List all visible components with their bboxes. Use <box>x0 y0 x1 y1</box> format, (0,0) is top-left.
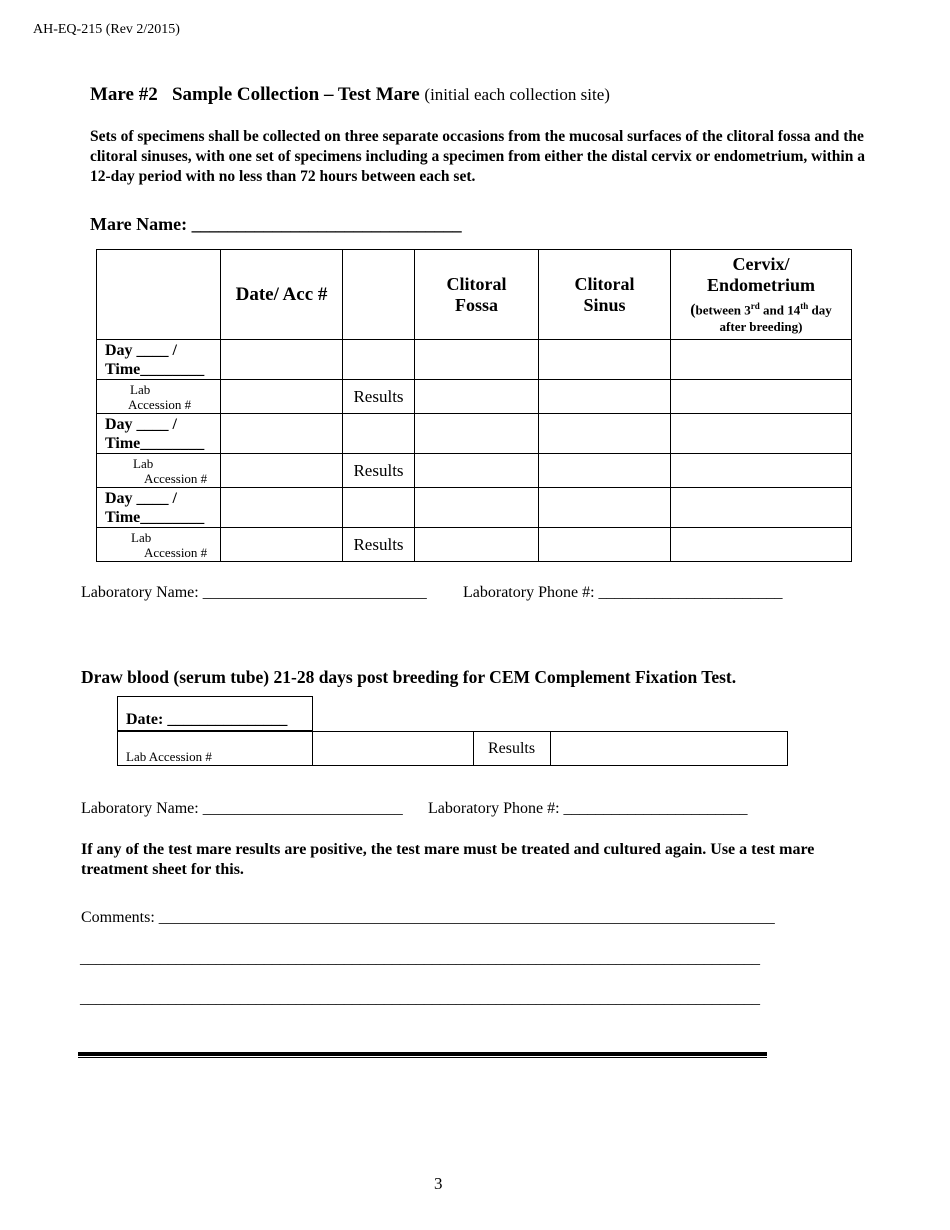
laboratory-phone-field-2[interactable]: Laboratory Phone #: _______________________ <box>428 800 748 817</box>
comments-line-3[interactable]: _____________________________________________________________________________________ <box>80 990 760 1007</box>
sinus-result-cell[interactable] <box>539 380 671 414</box>
mare-name-field[interactable]: Mare Name: ______________________________ <box>90 214 462 234</box>
cervix-result-cell[interactable] <box>671 380 852 414</box>
header-clitoral-fossa: Clitoral Fossa <box>415 250 539 340</box>
day-time-cell[interactable]: Day ____ / Time________ <box>97 488 221 528</box>
header-blank-2 <box>343 250 415 340</box>
results-label: Results <box>343 528 415 562</box>
header-date-acc: Date/ Acc # <box>221 250 343 340</box>
table-row-day-2 <box>97 414 852 454</box>
cervix-note: (between 3rd and 14th day after breeding) <box>690 300 832 335</box>
date-acc-cell[interactable] <box>221 488 343 528</box>
blood-draw-heading: Draw blood (serum tube) 21-28 days post breeding for CEM Complement Fixation Test. <box>81 667 737 687</box>
lab-accession-cell: Lab Accession # <box>97 454 221 488</box>
blank-cell <box>343 488 415 528</box>
header-cervix-endometrium: Cervix/ Endometrium (between 3rd and 14th day after breeding) <box>671 250 852 340</box>
positive-results-warning: If any of the test mare results are positive, the test mare must be treated and cultured again. Use a test mare treatment sheet for this. <box>81 841 815 878</box>
date-acc-cell[interactable] <box>221 414 343 454</box>
table-row-results-2 <box>97 454 852 488</box>
table-header-row <box>97 250 852 340</box>
sinus-result-cell[interactable] <box>539 454 671 488</box>
page-title <box>90 84 610 106</box>
sinus-result-cell[interactable] <box>539 528 671 562</box>
comments-field[interactable]: Comments: _____________________________________________________________________________ <box>81 909 775 926</box>
table-row-day-1 <box>97 340 852 380</box>
results-label: Results <box>343 380 415 414</box>
laboratory-phone-field-1[interactable]: Laboratory Phone #: _______________________ <box>463 584 783 601</box>
section-divider <box>78 1052 767 1058</box>
day-time-cell[interactable]: Day ____ / Time________ <box>97 340 221 380</box>
mare-number: Mare #2 <box>90 84 158 105</box>
blood-results-label: Results <box>473 731 551 766</box>
accession-value-cell[interactable] <box>221 454 343 488</box>
blood-results-value-cell[interactable] <box>550 731 788 766</box>
fossa-cell[interactable] <box>415 340 539 380</box>
fossa-cell[interactable] <box>415 414 539 454</box>
header-clitoral-sinus: Clitoral Sinus <box>539 250 671 340</box>
day-time-cell[interactable]: Day ____ / Time________ <box>97 414 221 454</box>
results-label: Results <box>343 454 415 488</box>
laboratory-name-field-1[interactable]: Laboratory Name: ____________________________ <box>81 584 427 601</box>
fossa-cell[interactable] <box>415 488 539 528</box>
table-row-day-3 <box>97 488 852 528</box>
table-row-results-1 <box>97 380 852 414</box>
cervix-result-cell[interactable] <box>671 528 852 562</box>
cervix-cell[interactable] <box>671 340 852 380</box>
section-title: Sample Collection – Test Mare <box>171 84 420 105</box>
laboratory-name-field-2[interactable]: Laboratory Name: _________________________ <box>81 800 403 817</box>
comments-line-2[interactable]: _____________________________________________________________________________________ <box>80 950 760 967</box>
lab-accession-cell: Lab Accession # <box>97 528 221 562</box>
lab-accession-cell: Lab Accession # <box>97 380 221 414</box>
section-subtitle: (initial each collection site) <box>424 85 610 104</box>
blood-lab-accession-label: Lab Accession # <box>117 731 313 766</box>
intro-paragraph: Sets of specimens shall be collected on three separate occasions from the mucosal surfaces of the clitoral fossa and the clitoral sinuses, with one set of specimens including a specimen from either the distal cervix or endometrium, within a 12-day period with no less than 72 hours between each set. <box>90 128 865 185</box>
blood-date-field[interactable]: Date: _______________ <box>117 696 313 731</box>
blood-accession-value-cell[interactable] <box>313 731 474 766</box>
blank-cell <box>343 340 415 380</box>
header-blank <box>97 250 221 340</box>
fossa-result-cell[interactable] <box>415 380 539 414</box>
sinus-cell[interactable] <box>539 488 671 528</box>
accession-value-cell[interactable] <box>221 528 343 562</box>
cervix-cell[interactable] <box>671 488 852 528</box>
blank-cell <box>343 414 415 454</box>
cervix-cell[interactable] <box>671 414 852 454</box>
fossa-result-cell[interactable] <box>415 528 539 562</box>
page-number: 3 <box>434 1174 443 1193</box>
form-code: AH-EQ-215 (Rev 2/2015) <box>33 22 180 37</box>
sinus-cell[interactable] <box>539 414 671 454</box>
table-row-results-3 <box>97 528 852 562</box>
sinus-cell[interactable] <box>539 340 671 380</box>
date-acc-cell[interactable] <box>221 340 343 380</box>
cervix-result-cell[interactable] <box>671 454 852 488</box>
fossa-result-cell[interactable] <box>415 454 539 488</box>
accession-value-cell[interactable] <box>221 380 343 414</box>
sample-collection-table <box>96 249 852 562</box>
